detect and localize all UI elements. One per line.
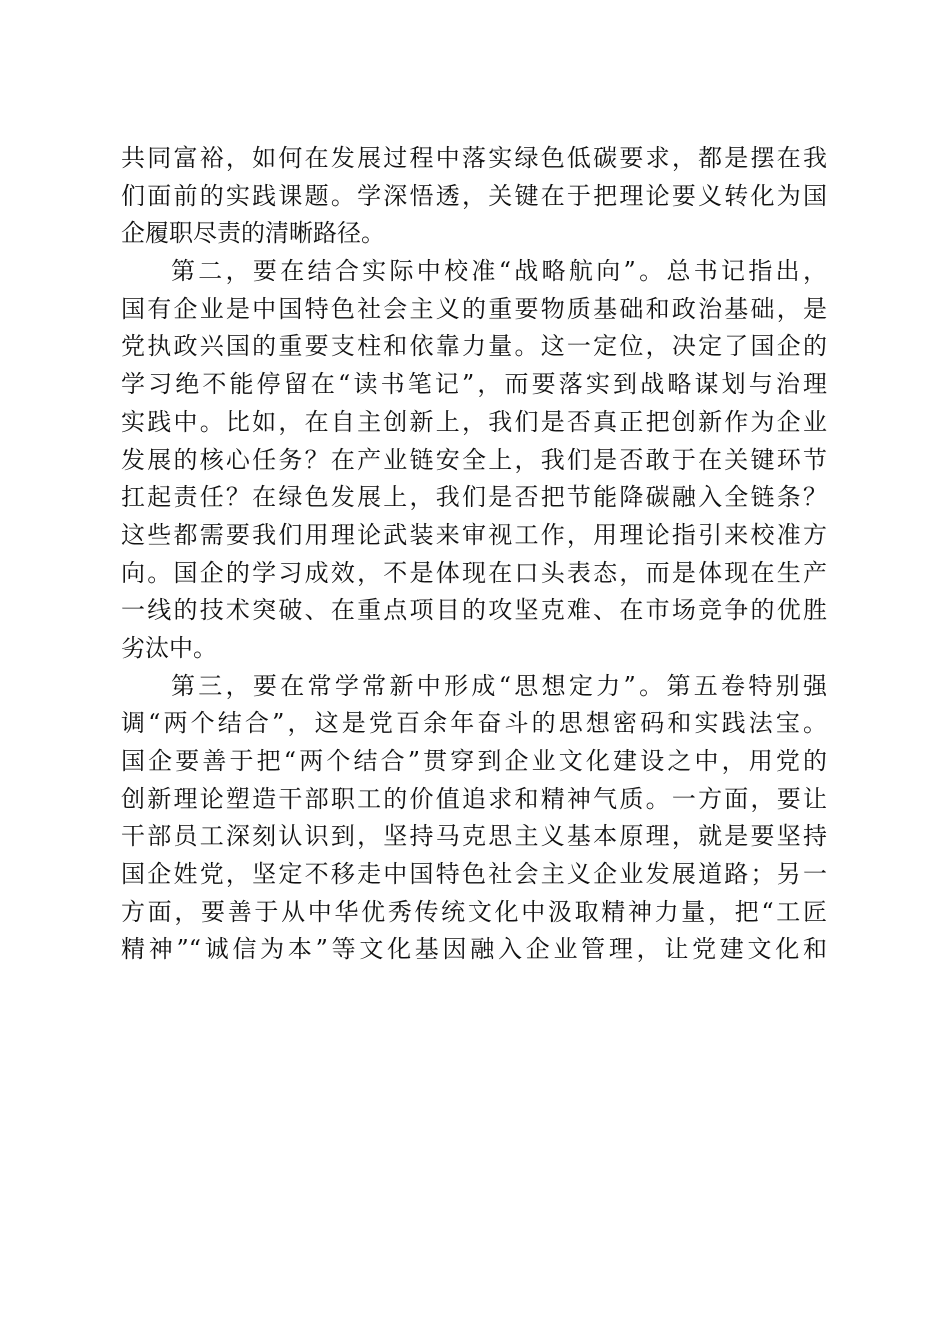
text-line: 扛起责任？在绿色发展上，我们是否把节能降碳融入全链条？ bbox=[121, 483, 827, 512]
text-line: 这些都需要我们用理论武装来审视工作，用理论指引来校准方 bbox=[121, 520, 827, 549]
text-line: 们面前的实践课题。学深悟透，关键在于把理论要义转化为国 bbox=[121, 181, 827, 210]
text-line: 国有企业是中国特色社会主义的重要物质基础和政治基础，是 bbox=[121, 294, 827, 323]
text-line: 学习绝不能停留在“读书笔记”，而要落实到战略谋划与治理 bbox=[121, 370, 827, 399]
text-line: 国企要善于把“两个结合”贯穿到企业文化建设之中，用党的 bbox=[121, 747, 827, 775]
text-line: 实践中。比如，在自主创新上，我们是否真正把创新作为企业 bbox=[121, 407, 827, 436]
text-line: 向。国企的学习成效，不是体现在口头表态，而是体现在生产 bbox=[121, 558, 827, 587]
document-body bbox=[121, 140, 827, 969]
text-line: 共同富裕，如何在发展过程中落实绿色低碳要求，都是摆在我 bbox=[121, 144, 827, 172]
text-line: 一线的技术突破、在重点项目的攻坚克难、在市场竞争的优胜 bbox=[121, 596, 827, 625]
text-line: 第三，要在常学常新中形成“思想定力”。第五卷特别强 bbox=[171, 671, 827, 700]
text-line: 干部员工深刻认识到，坚持马克思主义基本原理，就是要坚持 bbox=[121, 822, 827, 851]
text-line: 方面，要善于从中华优秀传统文化中汲取精神力量，把“工匠 bbox=[121, 897, 827, 926]
text-line: 企履职尽责的清晰路径。 bbox=[121, 219, 385, 248]
text-line: 精神”“诚信为本”等文化基因融入企业管理，让党建文化和 bbox=[121, 935, 827, 964]
paragraph-1 bbox=[121, 140, 827, 253]
paragraph-3 bbox=[121, 668, 827, 970]
text-line: 劣汰中。 bbox=[121, 633, 217, 662]
text-line: 发展的核心任务？在产业链安全上，我们是否敢于在关键环节 bbox=[121, 445, 827, 474]
paragraph-2 bbox=[121, 253, 827, 668]
text-line: 调“两个结合”，这是党百余年奋斗的思想密码和实践法宝。 bbox=[121, 709, 827, 738]
text-line: 国企姓党，坚定不移走中国特色社会主义企业发展道路；另一 bbox=[121, 860, 827, 889]
text-line: 创新理论塑造干部职工的价值追求和精神气质。一方面，要让 bbox=[121, 784, 827, 813]
text-line: 第二，要在结合实际中校准“战略航向”。总书记指出， bbox=[171, 257, 827, 286]
text-line: 党执政兴国的重要支柱和依靠力量。这一定位，决定了国企的 bbox=[121, 332, 827, 361]
